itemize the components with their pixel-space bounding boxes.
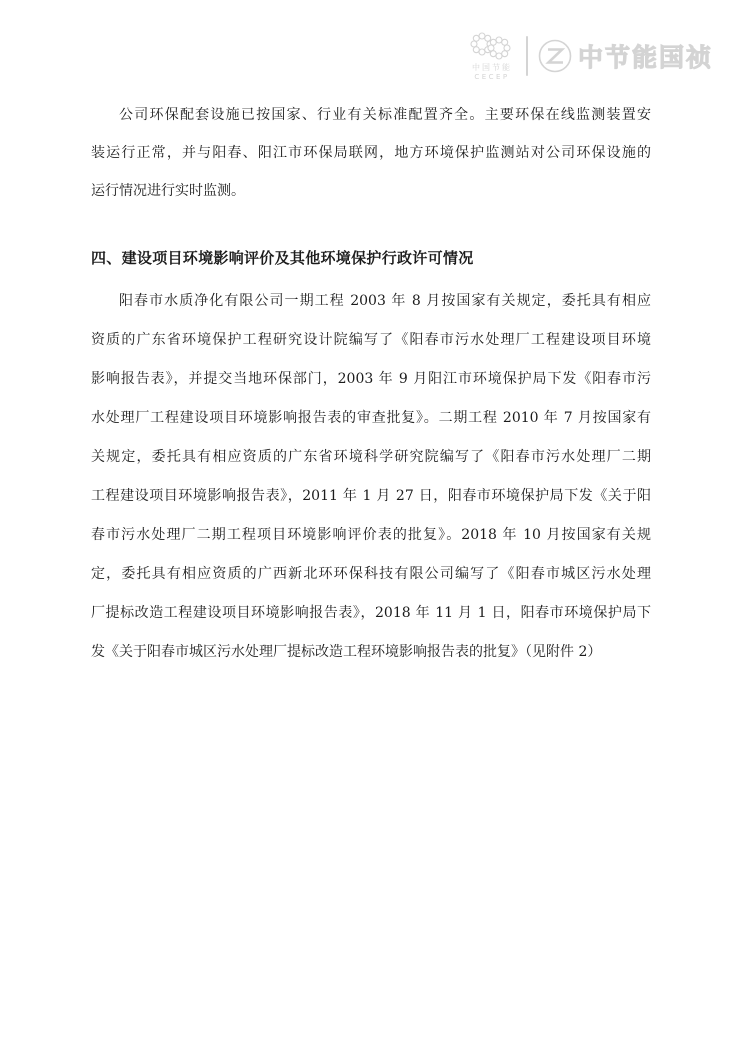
header-logo [467,31,713,81]
logo-divider [526,36,528,76]
paragraph-environmental-facilities [91,96,651,210]
text-line: 运行情况进行实时监测。 [91,183,245,199]
text-line: 公司环保配套设施已按国家、行业有关标准配置齐全。主要环保在线监测装置安 [119,107,651,123]
text-line: 工程建设项目环境影响报告表》，2011 年 1 月 27 日，阳春市环境保护局下发《关于阳 [91,488,651,504]
text-line: 装运行正常，并与阳春、阳江市环保局联网，地方环境保护监测站对公司环保设施的 [91,145,651,161]
text-line: 定，委托具有相应资质的广西新北环环保科技有限公司编写了《阳春市城区污水处理 [91,566,651,582]
cecep-logo-block [467,31,517,82]
text-line: 资质的广东省环境保护工程研究设计院编写了《阳春市污水处理厂工程建设项目环境 [91,332,651,348]
brand-name: 中节能国祯 [577,43,713,72]
text-line: 阳春市水质净化有限公司一期工程 2003 年 8 月按国家有关规定，委托具有相应 [119,293,651,309]
text-line: 春市污水处理厂二期工程项目环境影响评价表的批复》。2018 年 10 月按国家有关规 [91,527,651,543]
guozhen-circle-z-icon [536,37,574,75]
document-body [91,96,651,672]
cecep-circles-icon [467,31,517,63]
text-line: 厂提标改造工程建设项目环境影响报告表》，2018 年 11 月 1 日，阳春市环境保护局下 [91,605,651,621]
text-line: 发《关于阳春市城区污水处理厂提标改造工程环境影响报告表的批复》（见附件 2） [91,644,602,660]
paragraph-eia-approvals [91,282,651,672]
cecep-logo-text-en: CECEP [474,72,510,81]
cecep-logo-text-cn: 中国节能 [471,62,512,72]
text-line: 影响报告表》，并提交当地环保部门，2003 年 9 月阳江市环境保护局下发《阳春市污 [91,371,651,387]
text-line: 水处理厂工程建设项目环境影响报告表的审查批复》。二期工程 2010 年 7 月按国家有 [91,410,651,426]
section-heading: 四、建设项目环境影响评价及其他环境保护行政许可情况 [91,249,474,267]
text-line: 关规定，委托具有相应资质的广东省环境科学研究院编写了《阳春市污水处理厂二期 [91,449,651,465]
